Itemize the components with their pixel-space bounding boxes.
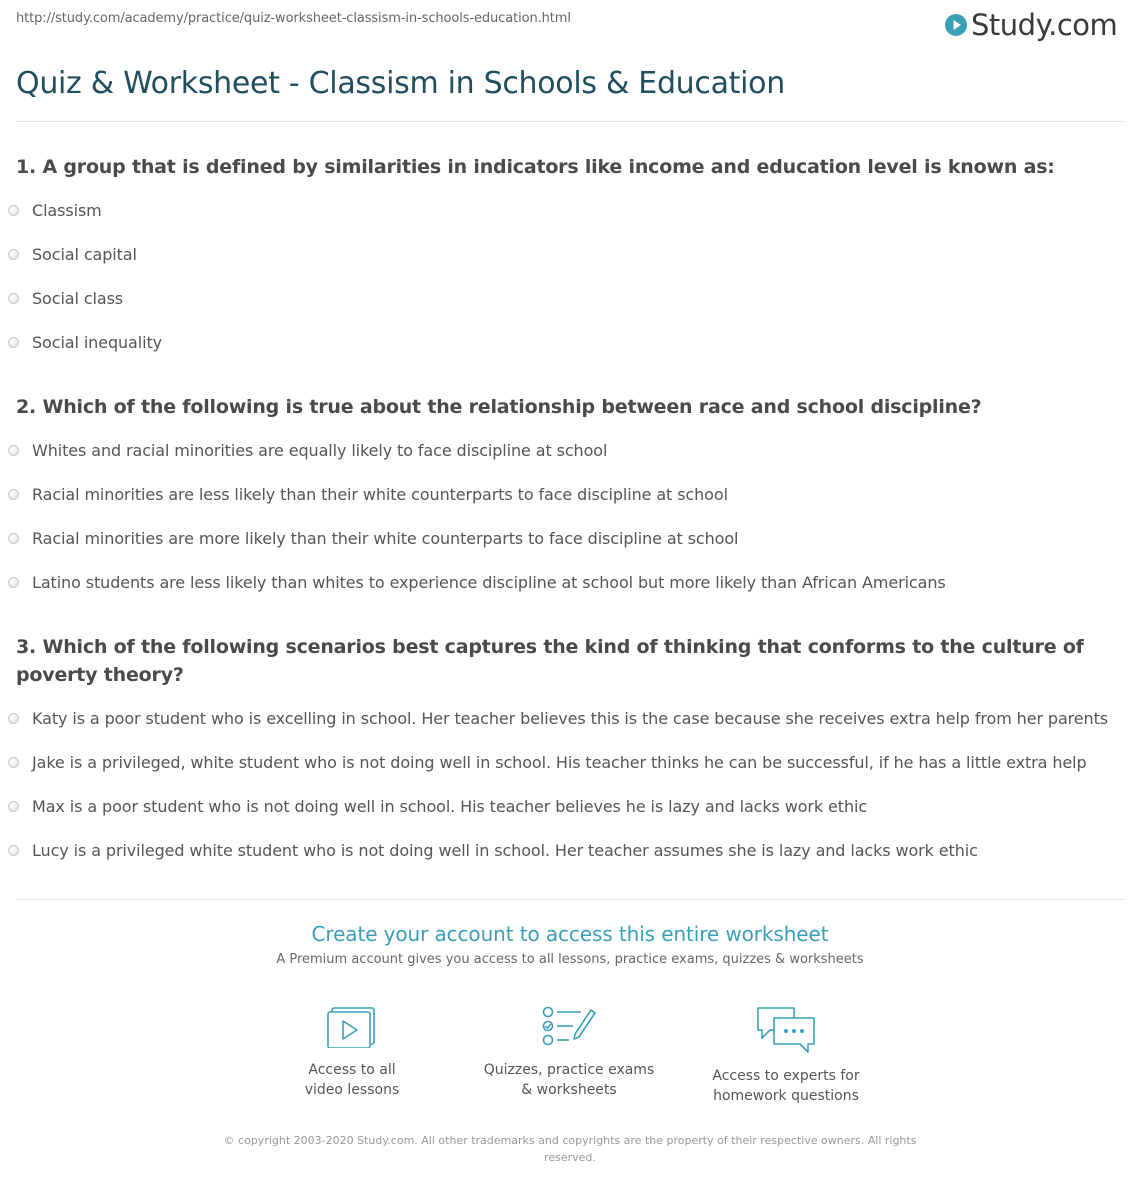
radio-button[interactable] bbox=[8, 757, 19, 768]
feature-label: Quizzes, practice exams & worksheets bbox=[483, 1062, 655, 1098]
choice-label: Classism bbox=[32, 200, 102, 220]
study-logo[interactable] bbox=[944, 6, 1117, 44]
video-lessons-icon bbox=[326, 1004, 378, 1048]
radio-button[interactable] bbox=[8, 489, 19, 500]
brand-name: Study.com bbox=[971, 8, 1118, 42]
choice-3-b[interactable] bbox=[8, 750, 1087, 774]
page-title: Quiz & Worksheet - Classism in Schools & Education bbox=[16, 66, 785, 101]
premium-promo bbox=[0, 922, 1140, 967]
choice-2-b[interactable] bbox=[8, 482, 728, 506]
question-text: 2. Which of the following is true about the relationship between race and school discipline? bbox=[16, 396, 982, 418]
choice-2-d[interactable] bbox=[8, 570, 946, 594]
quiz-checklist-icon bbox=[541, 1004, 597, 1048]
radio-button[interactable] bbox=[8, 801, 19, 812]
radio-button[interactable] bbox=[8, 533, 19, 544]
choice-2-a[interactable] bbox=[8, 438, 607, 462]
promo-subtitle: A Premium account gives you access to all lessons, practice exams, quizzes & worksheets bbox=[276, 952, 864, 967]
choice-1-a[interactable] bbox=[8, 198, 102, 222]
choice-1-b[interactable] bbox=[8, 242, 137, 266]
choice-1-d[interactable] bbox=[8, 330, 162, 354]
copyright-text: © copyright 2003-2020 Study.com. All other trademarks and copyrights are the property of their respective owners. All rights reserved. bbox=[223, 1134, 917, 1164]
question-2 bbox=[16, 393, 1104, 421]
question-3 bbox=[16, 633, 1104, 689]
choice-label: Social class bbox=[32, 288, 124, 308]
radio-button[interactable] bbox=[8, 249, 19, 260]
title-divider bbox=[16, 121, 1124, 122]
choice-label: Latino students are less likely than whites to experience discipline at school but more likely than African Americans bbox=[32, 572, 946, 592]
question-1 bbox=[16, 153, 1104, 181]
choice-3-d[interactable] bbox=[8, 838, 978, 862]
copyright-footer bbox=[0, 1132, 1140, 1166]
promo-title[interactable]: Create your account to access this entire worksheet bbox=[311, 922, 829, 946]
page-url: http://study.com/academy/practice/quiz-worksheet-classism-in-schools-education.html bbox=[16, 11, 571, 26]
radio-button[interactable] bbox=[8, 337, 19, 348]
promo-divider bbox=[16, 899, 1124, 900]
radio-button[interactable] bbox=[8, 205, 19, 216]
feature-video-lessons bbox=[262, 1004, 442, 1100]
choice-3-a[interactable] bbox=[8, 706, 1108, 730]
choice-1-c[interactable] bbox=[8, 286, 123, 310]
radio-button[interactable] bbox=[8, 445, 19, 456]
feature-label: Access to all video lessons bbox=[304, 1062, 400, 1098]
radio-button[interactable] bbox=[8, 293, 19, 304]
choice-label: Lucy is a privileged white student who is not doing well in school. Her teacher assumes she is lazy and lacks work ethic bbox=[32, 840, 978, 860]
choice-label: Racial minorities are more likely than their white counterparts to face discipline at school bbox=[32, 528, 739, 548]
choice-label: Whites and racial minorities are equally likely to face discipline at school bbox=[32, 440, 608, 460]
choice-label: Jake is a privileged, white student who is not doing well in school. His teacher thinks he can be successful, if he has a little extra help bbox=[32, 752, 1087, 772]
feature-experts bbox=[696, 1004, 876, 1106]
radio-button[interactable] bbox=[8, 713, 19, 724]
radio-button[interactable] bbox=[8, 845, 19, 856]
radio-button[interactable] bbox=[8, 577, 19, 588]
question-text: 3. Which of the following scenarios best captures the kind of thinking that conforms to the culture of poverty theory? bbox=[16, 636, 1084, 686]
choice-label: Katy is a poor student who is excelling in school. Her teacher believes this is the case because she receives extra help from her parents bbox=[32, 708, 1109, 728]
question-text: 1. A group that is defined by similarities in indicators like income and education level is known as: bbox=[16, 156, 1055, 178]
play-logo-icon bbox=[944, 13, 968, 37]
feature-quizzes bbox=[479, 1004, 659, 1100]
choice-3-c[interactable] bbox=[8, 794, 867, 818]
choice-label: Max is a poor student who is not doing well in school. His teacher believes he is lazy and lacks work ethic bbox=[32, 796, 868, 816]
choice-label: Racial minorities are less likely than their white counterparts to face discipline at school bbox=[32, 484, 728, 504]
chat-bubbles-icon bbox=[754, 1004, 818, 1054]
feature-label: Access to experts for homework questions bbox=[712, 1068, 860, 1104]
choice-label: Social inequality bbox=[32, 332, 162, 352]
choice-label: Social capital bbox=[32, 244, 137, 264]
choice-2-c[interactable] bbox=[8, 526, 738, 550]
